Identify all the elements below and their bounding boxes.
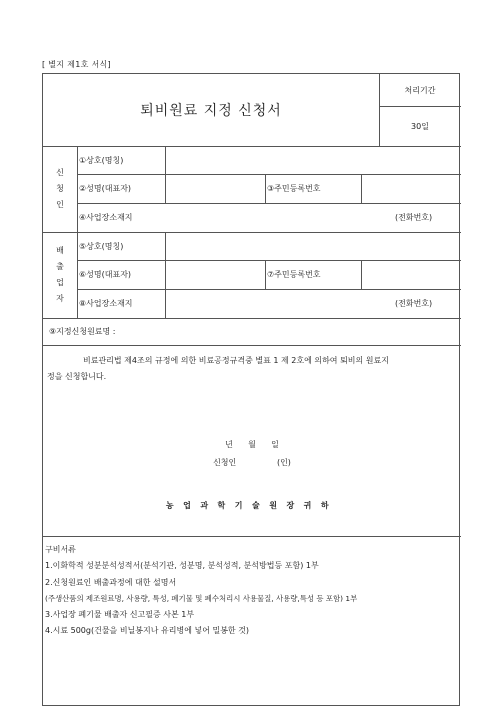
document-item: (주생산품의 제조원료명, 사용량, 특성, 폐기물 및 폐수처리시 사용물질, 사용량,특성 등 포함) 1부 [45, 593, 358, 603]
discharger-char: 배 [56, 246, 64, 255]
applicant-address-label: ④사업장소재지 [79, 213, 133, 222]
discharger-phone-label: (전화번호) [395, 299, 433, 308]
documents-heading: 구비서류 [45, 545, 76, 554]
form-title: 퇴비원료 지정 신청서 [140, 103, 282, 119]
discharger-address-label: ⑧사업장소재지 [79, 299, 133, 308]
material-name-label: ⑨지정신청원료명 : [49, 327, 116, 336]
applicant-section-label [43, 146, 77, 232]
addressee: 농업과학기술원장귀하 [165, 501, 339, 510]
discharger-rep-label: ⑥성명(대표자) [79, 270, 132, 279]
applicant-id-label: ③주민등록번호 [267, 184, 321, 193]
discharger-char: 자 [56, 294, 64, 303]
applicant-name-field[interactable] [166, 147, 460, 173]
discharger-name-label: ⑤상호(명칭) [79, 241, 124, 251]
applicant-phone-label: (전화번호) [395, 213, 433, 222]
applicant-char: 청 [56, 184, 64, 193]
application-form [42, 73, 460, 706]
processing-period-value: 30일 [411, 121, 429, 131]
applicant-char: 인 [56, 200, 64, 209]
document-item: 1.이화학적 성분분석성적서(분석기관, 성분명, 분석성적, 분석방법등 포함) 1부 [45, 561, 319, 571]
applicant-id-field[interactable] [362, 175, 460, 202]
applicant-rep-field[interactable] [166, 175, 264, 202]
discharger-id-label: ⑦주민등록번호 [267, 270, 321, 279]
document-item: 4.시료 500g(건물을 비닐봉지나 유리병에 넣어 밀봉한 것) [45, 626, 250, 636]
applicant-signature-line: 신청인 (인) [213, 458, 291, 467]
discharger-name-field[interactable] [166, 233, 460, 259]
applicant-char: 신 [56, 168, 64, 177]
form-caption: [ 별지 제1호 서식] [42, 60, 111, 69]
statement-line-1: 비료관리법 제4조의 규정에 의한 비료공정규격중 별표 1 제 2호에 의하여 퇴비의 원료지 [83, 356, 389, 365]
required-documents [45, 542, 459, 640]
discharger-id-field[interactable] [362, 261, 460, 288]
document-item: 3.사업장 폐기물 배출자 신고필증 사본 1부 [45, 610, 195, 620]
document-item: 2.신청원료인 배출과정에 대한 설명서 [45, 577, 177, 587]
material-name-field[interactable] [193, 320, 457, 343]
applicant-rep-label: ②성명(대표자) [79, 184, 132, 193]
applicant-name-label: ①상호(명칭) [79, 155, 124, 165]
application-statement [47, 353, 457, 385]
discharger-section-label [43, 232, 77, 318]
processing-period-label: 처리기간 [404, 85, 436, 95]
discharger-char: 업 [56, 278, 64, 287]
discharger-rep-field[interactable] [166, 261, 264, 288]
date-line: 년 월 일 [225, 440, 279, 449]
statement-line-2: 정을 신청합니다. [47, 372, 107, 381]
discharger-char: 출 [56, 262, 64, 271]
